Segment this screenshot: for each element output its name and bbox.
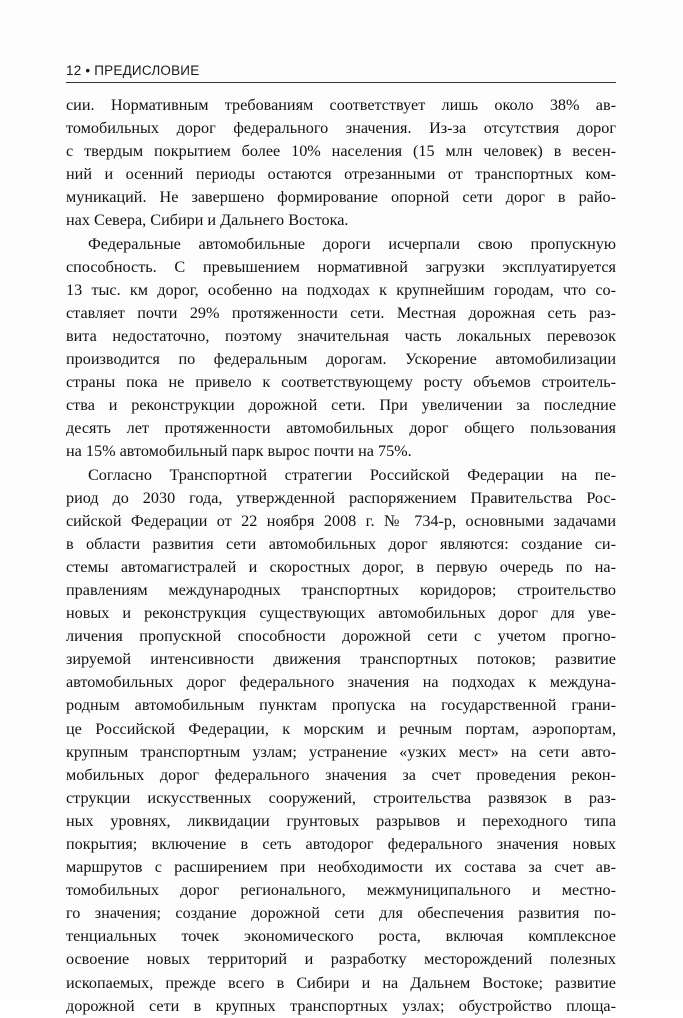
text-line: личения пропускной способности дорожной сети с учетом прогно- — [66, 627, 616, 646]
text-line: автомобильных дорог федерального значения на подходах к междуна- — [66, 673, 616, 692]
text-line: муникаций. Не завершено формирование опорной сети дорог в райо- — [66, 188, 616, 207]
text-line: томобильных дорог федерального значения. Из-за отсутствия дорог — [66, 119, 616, 138]
text-line: нах Севера, Сибири и Дальнего Востока. — [66, 211, 349, 230]
paragraph — [66, 464, 616, 1018]
text-line: ископаемых, прежде всего в Сибири и на Дальнем Востоке; развитие — [66, 973, 616, 992]
text-line: го значения; создание дорожной сети для обеспечения развития по- — [66, 904, 616, 923]
text-line: сийской Федерации от 22 ноября 2008 г. № 734-р, основными задачами — [66, 511, 616, 530]
text-line: ний и осенний периоды остаются отрезанными от транспортных ком- — [66, 165, 616, 184]
text-line: ных уровнях, ликвидации грунтовых разрывов и переходного типа — [66, 811, 616, 830]
page-number: 12 — [66, 63, 82, 78]
paragraph — [66, 94, 616, 233]
text-line: способность. С превышением нормативной загрузки эксплуатируется — [66, 257, 616, 276]
text-line: в области развития сети автомобильных дорог являются: создание си- — [66, 534, 616, 553]
text-line: риод до 2030 года, утвержденной распоряжением Правительства Рос- — [66, 488, 616, 507]
text-line: покрытия; включение в сеть автодорог федерального значения новых — [66, 835, 616, 853]
header-bullet: • — [85, 63, 91, 78]
text-line: ства и реконструкции дорожной сети. При увеличении за последние — [66, 396, 616, 415]
section-title: ПРЕДИСЛОВИЕ — [94, 63, 200, 78]
text-line: томобильных дорог регионального, межмуниципального и местно- — [66, 881, 616, 900]
text-line: освоение новых территорий и разработку месторождений полезных — [66, 950, 616, 969]
text-line: стемы автомагистралей и скоростных дорог, в первую очередь по на- — [66, 557, 616, 576]
text-line: Федеральные автомобильные дороги исчерпали свою пропускную — [88, 234, 616, 253]
text-line: крупным транспортным узлам; устранение «узких мест» на сети авто- — [66, 742, 616, 761]
header-rule — [66, 82, 616, 83]
text-line: Согласно Транспортной стратегии Российской Федерации на пе- — [88, 465, 616, 484]
text-line: новых и реконструкция существующих автомобильных дорог для уве- — [66, 604, 616, 623]
text-line: страны пока не привело к соответствующему росту объемов строитель- — [66, 373, 616, 392]
text-line: тенциальных точек экономического роста, включая комплексное — [66, 927, 616, 946]
text-line: производится по федеральным дорогам. Ускорение автомобилизации — [66, 350, 616, 369]
text-line: 13 тыс. км дорог, особенно на подходах к крупнейшим городам, что со- — [66, 280, 616, 299]
text-line: на 15% автомобильный парк вырос почти на 75%. — [66, 442, 412, 461]
text-line: струкции искусственных сооружений, строительства развязок в раз- — [66, 788, 616, 807]
text-line: десять лет протяженности автомобильных дорог общего пользования — [66, 419, 616, 438]
text-line: сии. Нормативным требованиям соответствует лишь около 38% ав- — [66, 96, 616, 114]
paragraph — [66, 233, 616, 464]
text-line: дорожной сети в крупных транспортных узлах; обустройство площа- — [66, 996, 616, 1015]
text-line: зируемой интенсивности движения транспортных потоков; развитие — [66, 650, 616, 669]
body-text — [66, 94, 616, 1018]
text-line: ставляет почти 29% протяженности сети. Местная дорожная сеть раз- — [66, 303, 616, 322]
text-line: це Российской Федерации, к морским и речным портам, аэропортам, — [66, 719, 616, 738]
text-line: правлениям международных транспортных коридоров; строительство — [66, 580, 616, 599]
text-line: родным автомобильным пунктам пропуска на государственной грани- — [66, 696, 616, 715]
text-line: вита недостаточно, поэтому значительная часть локальных перевозок — [66, 326, 616, 345]
text-line: с твердым покрытием более 10% населения (15 млн человек) в весен- — [66, 142, 616, 161]
text-line: маршрутов с расширением при необходимости их состава за счет ав- — [66, 858, 616, 877]
text-line: мобильных дорог федерального значения за счет проведения рекон- — [66, 765, 616, 784]
running-head — [66, 63, 616, 79]
